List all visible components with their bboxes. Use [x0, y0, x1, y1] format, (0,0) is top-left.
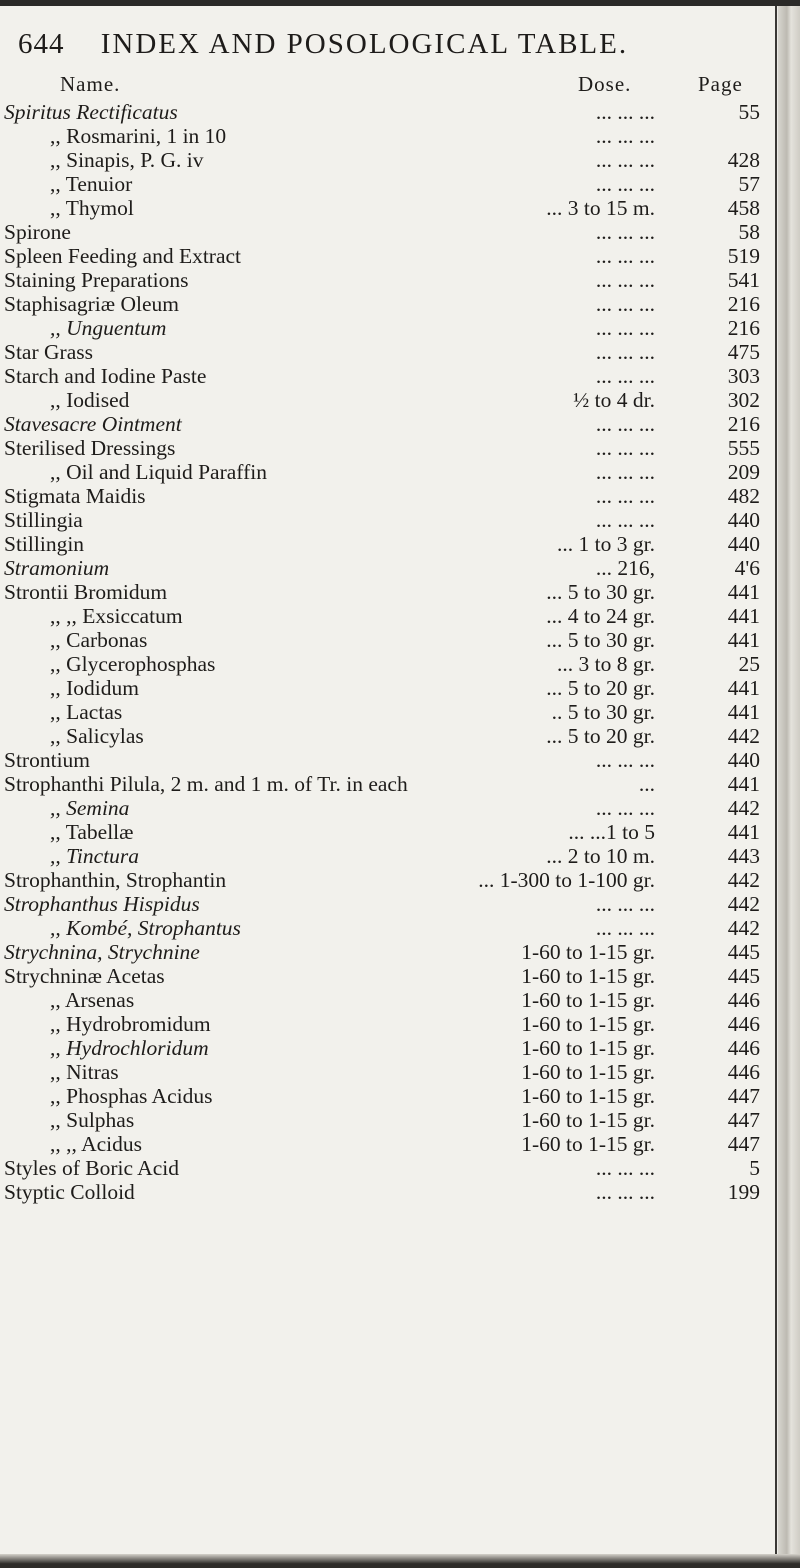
entry-dose: ... 3 to 15 m.: [546, 196, 655, 220]
entry-page: 446: [727, 1012, 760, 1036]
entry-page: 216: [727, 316, 760, 340]
entry-name: Stillingin: [4, 532, 85, 556]
page-edge-right: [778, 0, 800, 1568]
page-edge-top: [0, 0, 800, 6]
entry-dose: 1-60 to 1-15 gr.: [521, 1060, 655, 1084]
entry-name: Staining Preparations: [4, 268, 189, 292]
entry-dose: ... 1 to 3 gr.: [557, 532, 655, 556]
entry-dose: ... ... ...: [595, 124, 655, 148]
entry-dose: 1-60 to 1-15 gr.: [521, 988, 655, 1012]
entry-name: Styptic Colloid: [4, 1180, 135, 1204]
entry-name: ,, Kombé, Strophantus: [50, 916, 241, 940]
table-row: [0, 412, 775, 436]
entry-page: 57: [738, 172, 760, 196]
page-header: [18, 28, 628, 61]
entry-page: 446: [727, 1036, 760, 1060]
entry-name: ,, Tabellæ: [50, 820, 134, 844]
entry-name: Strophanthin, Strophantin: [4, 868, 227, 892]
entry-name: Spiritus Rectificatus: [4, 100, 178, 124]
table-row: [0, 484, 775, 508]
entry-page: 446: [727, 988, 760, 1012]
entry-page: 445: [727, 964, 760, 988]
entry-dose: ... 3 to 8 gr.: [557, 652, 655, 676]
table-row: [0, 172, 775, 196]
entry-name: Strophanthus Hispidus: [4, 892, 200, 916]
table-row: [0, 1036, 775, 1060]
entry-page: 447: [727, 1132, 760, 1156]
table-row: [0, 844, 775, 868]
entry-name: ,, Iodised: [50, 388, 130, 412]
entry-page: 441: [727, 772, 760, 796]
entry-name: ,, Tinctura: [50, 844, 140, 868]
entry-page: 446: [727, 1060, 760, 1084]
entry-name: Strontium: [4, 748, 91, 772]
entry-page: 216: [727, 292, 760, 316]
entry-page: 440: [727, 748, 760, 772]
table-row: [0, 436, 775, 460]
table-row: [0, 940, 775, 964]
entry-dose: ... 1-300 to 1-100 gr.: [478, 868, 655, 892]
entry-dose: ½ to 4 dr.: [573, 388, 655, 412]
entry-name: Stillingia: [4, 508, 83, 532]
entry-page: 447: [727, 1084, 760, 1108]
entry-page: 55: [738, 100, 760, 124]
table-row: [0, 988, 775, 1012]
entry-name: ,, Hydrochloridum: [50, 1036, 209, 1060]
entry-name: Spleen Feeding and Extract: [4, 244, 242, 268]
entry-dose: ... ... ...: [595, 436, 655, 460]
table-row: [0, 1084, 775, 1108]
entry-name: ,, Arsenas: [50, 988, 135, 1012]
entry-page: 442: [727, 796, 760, 820]
entry-name: ,, ,, Acidus: [50, 1132, 142, 1156]
table-row: [0, 124, 775, 148]
entry-page: 458: [727, 196, 760, 220]
column-header-name: Name.: [60, 72, 121, 96]
entry-page: 199: [727, 1180, 760, 1204]
entry-dose: ... ... ...: [595, 916, 655, 940]
table-row: [0, 892, 775, 916]
entry-name: Strontii Bromidum: [4, 580, 168, 604]
table-row: [0, 820, 775, 844]
table-row: [0, 964, 775, 988]
entry-name: Staphisagriæ Oleum: [4, 292, 179, 316]
entry-name: ,, Nitras: [50, 1060, 119, 1084]
entry-name: ,, Salicylas: [50, 724, 144, 748]
entry-page: 441: [727, 700, 760, 724]
entry-name: ,, Phosphas Acidus: [50, 1084, 213, 1108]
entry-dose: ... ... ...: [595, 220, 655, 244]
entry-page: 447: [727, 1108, 760, 1132]
column-header-dose: Dose.: [578, 72, 632, 96]
table-row: [0, 556, 775, 580]
entry-dose: ... ... ...: [595, 364, 655, 388]
table-row: [0, 268, 775, 292]
entry-dose: ... ...1 to 5: [568, 820, 655, 844]
entry-name: Starch and Iodine Paste: [4, 364, 207, 388]
entry-name: ,, Semina: [50, 796, 130, 820]
entry-dose: .. 5 to 30 gr.: [551, 700, 655, 724]
entry-name: ,, Sinapis, P. G. iv: [50, 148, 204, 172]
entry-dose: 1-60 to 1-15 gr.: [521, 1108, 655, 1132]
entry-page: 445: [727, 940, 760, 964]
table-row: [0, 772, 775, 796]
entry-dose: ... 5 to 20 gr.: [546, 676, 655, 700]
entry-name: ,, Hydrobromidum: [50, 1012, 211, 1036]
table-row: [0, 220, 775, 244]
table-row: [0, 916, 775, 940]
entry-name: ,, Rosmarini, 1 in 10: [50, 124, 227, 148]
table-row: [0, 1132, 775, 1156]
entry-dose: ... 5 to 30 gr.: [546, 628, 655, 652]
entry-dose: ... 5 to 20 gr.: [546, 724, 655, 748]
entry-dose: ... ... ...: [595, 1180, 655, 1204]
entry-dose: ... 5 to 30 gr.: [546, 580, 655, 604]
entry-dose: ... ... ...: [595, 412, 655, 436]
entry-name: ,, Sulphas: [50, 1108, 135, 1132]
table-row: [0, 244, 775, 268]
entry-name: Stramonium: [4, 556, 110, 580]
table-row: [0, 508, 775, 532]
entry-dose: ... 4 to 24 gr.: [546, 604, 655, 628]
table-row: [0, 748, 775, 772]
entry-dose: 1-60 to 1-15 gr.: [521, 1012, 655, 1036]
entry-page: 442: [727, 916, 760, 940]
entry-name: Strophanthi Pilula, 2 m. and 1 m. of Tr. in each: [4, 772, 408, 796]
entry-name: ,, Unguentum: [50, 316, 167, 340]
entry-page: 303: [727, 364, 760, 388]
page-edge-line: [775, 0, 777, 1568]
entry-name: Sterilised Dressings: [4, 436, 176, 460]
entry-dose: ... ... ...: [595, 268, 655, 292]
entry-page: 442: [727, 892, 760, 916]
entry-dose: 1-60 to 1-15 gr.: [521, 1036, 655, 1060]
entry-name: ,, Thymol: [50, 196, 134, 220]
entry-page: 441: [727, 628, 760, 652]
table-row: [0, 604, 775, 628]
entry-page: 441: [727, 604, 760, 628]
entry-page: 428: [727, 148, 760, 172]
table-row: [0, 292, 775, 316]
entry-name: ,, Iodidum: [50, 676, 139, 700]
table-row: [0, 700, 775, 724]
entry-dose: ... ... ...: [595, 244, 655, 268]
column-header-page: Page: [698, 72, 743, 96]
entry-page: 58: [738, 220, 760, 244]
entry-name: Stavesacre Ointment: [4, 412, 182, 436]
entry-dose: ... 2 to 10 m.: [546, 844, 655, 868]
page-number: 644: [18, 28, 65, 60]
entry-page: 440: [727, 532, 760, 556]
entry-dose: ...: [638, 772, 655, 796]
entry-name: ,, Lactas: [50, 700, 123, 724]
table-row: [0, 100, 775, 124]
entry-name: Stigmata Maidis: [4, 484, 146, 508]
entry-page: 441: [727, 580, 760, 604]
entry-page: 442: [727, 724, 760, 748]
entry-name: Styles of Boric Acid: [4, 1156, 179, 1180]
entry-dose: 1-60 to 1-15 gr.: [521, 1132, 655, 1156]
entry-dose: ... ... ...: [595, 316, 655, 340]
table-row: [0, 628, 775, 652]
table-row: [0, 1108, 775, 1132]
entry-page: 443: [727, 844, 760, 868]
entry-dose: 1-60 to 1-15 gr.: [521, 940, 655, 964]
table-row: [0, 724, 775, 748]
table-row: [0, 340, 775, 364]
entry-page: 25: [738, 652, 760, 676]
table-row: [0, 388, 775, 412]
entry-dose: ... ... ...: [595, 748, 655, 772]
table-row: [0, 868, 775, 892]
entry-name: Star Grass: [4, 340, 93, 364]
entry-page: 475: [727, 340, 760, 364]
entry-page: 440: [727, 508, 760, 532]
entry-name: ,, Oil and Liquid Paraffin: [50, 460, 267, 484]
entry-page: 519: [727, 244, 760, 268]
entry-page: 555: [727, 436, 760, 460]
entry-dose: ... ... ...: [595, 796, 655, 820]
table-row: [0, 1060, 775, 1084]
entry-dose: ... ... ...: [595, 148, 655, 172]
entry-name: Spirone: [4, 220, 71, 244]
table-row: [0, 580, 775, 604]
entry-dose: ... ... ...: [595, 484, 655, 508]
entry-dose: ... ... ...: [595, 892, 655, 916]
entry-dose: ... ... ...: [595, 1156, 655, 1180]
table-row: [0, 1012, 775, 1036]
entry-name: ,, Glycerophosphas: [50, 652, 216, 676]
entry-page: 442: [727, 868, 760, 892]
table-row: [0, 676, 775, 700]
table-row: [0, 796, 775, 820]
page-edge-bottom: [0, 1554, 800, 1568]
entry-dose: 1-60 to 1-15 gr.: [521, 964, 655, 988]
entry-page: 5: [749, 1156, 760, 1180]
table-row: [0, 652, 775, 676]
entry-dose: ... ... ...: [595, 508, 655, 532]
table-row: [0, 1180, 775, 1204]
page-title: INDEX AND POSOLOGICAL TABLE.: [100, 28, 629, 60]
table-row: [0, 196, 775, 220]
entry-page: 482: [727, 484, 760, 508]
entry-dose: ... ... ...: [595, 340, 655, 364]
table-row: [0, 1156, 775, 1180]
entry-page: 441: [727, 820, 760, 844]
entry-dose: ... ... ...: [595, 172, 655, 196]
entry-page: 4'6: [734, 556, 760, 580]
entry-dose: ... ... ...: [595, 100, 655, 124]
table-row: [0, 364, 775, 388]
entry-dose: ... ... ...: [595, 292, 655, 316]
entry-page: 441: [727, 676, 760, 700]
entry-page: 216: [727, 412, 760, 436]
table-row: [0, 532, 775, 556]
entry-dose: 1-60 to 1-15 gr.: [521, 1084, 655, 1108]
entry-page: 541: [727, 268, 760, 292]
entry-name: Strychnina, Strychnine: [4, 940, 200, 964]
entry-name: Strychninæ Acetas: [4, 964, 165, 988]
entry-dose: ... ... ...: [595, 460, 655, 484]
entry-name: ,, Tenuior: [50, 172, 133, 196]
table-row: [0, 148, 775, 172]
entry-page: 302: [727, 388, 760, 412]
entry-dose: ... 216,: [595, 556, 655, 580]
table-row: [0, 316, 775, 340]
entry-name: ,, Carbonas: [50, 628, 148, 652]
table-row: [0, 460, 775, 484]
entry-name: ,, ,, Exsiccatum: [50, 604, 183, 628]
entry-page: 209: [727, 460, 760, 484]
